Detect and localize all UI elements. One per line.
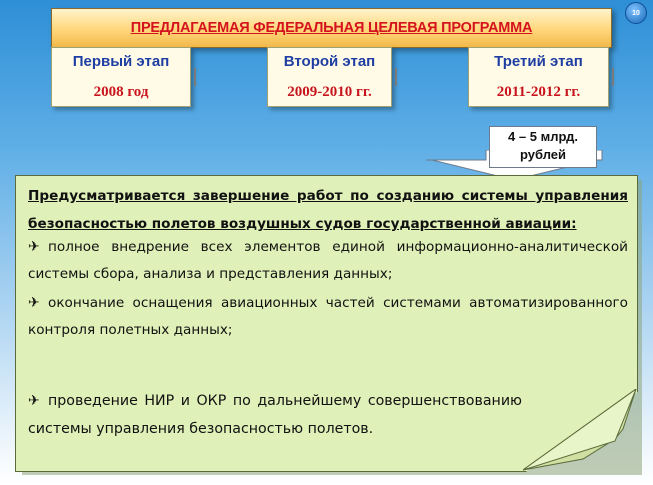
stage-card-first xyxy=(51,47,191,107)
stage-name: Третий этап xyxy=(494,53,583,70)
stage-card-third xyxy=(468,47,609,107)
budget-currency: рублей xyxy=(519,147,566,162)
page-curl-icon xyxy=(523,389,637,471)
stage-years: 2008 год xyxy=(93,84,149,100)
airplane-icon: ✈ xyxy=(28,393,40,409)
list-item xyxy=(28,234,628,288)
stage-name: Первый этап xyxy=(72,53,170,70)
list-item xyxy=(28,290,628,344)
page-title: ПРЕДЛАГАЕМАЯ ФЕДЕРАЛЬНАЯ ЦЕЛЕВАЯ ПРОГРАММА xyxy=(130,20,533,36)
list-item-text: полное внедрение всех элементов единой информационно-аналитической системы сбора, анализа и представления данных; xyxy=(28,239,628,282)
stage-name: Второй этап xyxy=(283,53,376,70)
budget-callout xyxy=(489,126,597,168)
stage-years: 2011-2012 гг. xyxy=(496,84,581,100)
title-banner xyxy=(51,8,612,48)
airplane-icon: ✈ xyxy=(28,295,40,311)
stage-card-second xyxy=(267,47,392,107)
content-heading: Предусматривается завершение работ по созданию системы управления безопасностью полетов воздушных судов государственной авиации: xyxy=(28,188,628,232)
list-item xyxy=(28,387,522,443)
list-item-text: окончание оснащения авиационных частей системами автоматизированного контроля полетных данных; xyxy=(28,295,628,338)
budget-amount: 4 – 5 млрд. xyxy=(508,129,578,144)
list-item-text: проведение НИР и ОКР по дальнейшему совершенствованию системы управления безопасностью полетов. xyxy=(28,393,522,437)
page-number-badge: 10 xyxy=(625,2,647,24)
stage-years: 2009-2010 гг. xyxy=(287,84,372,100)
airplane-icon: ✈ xyxy=(28,239,40,255)
